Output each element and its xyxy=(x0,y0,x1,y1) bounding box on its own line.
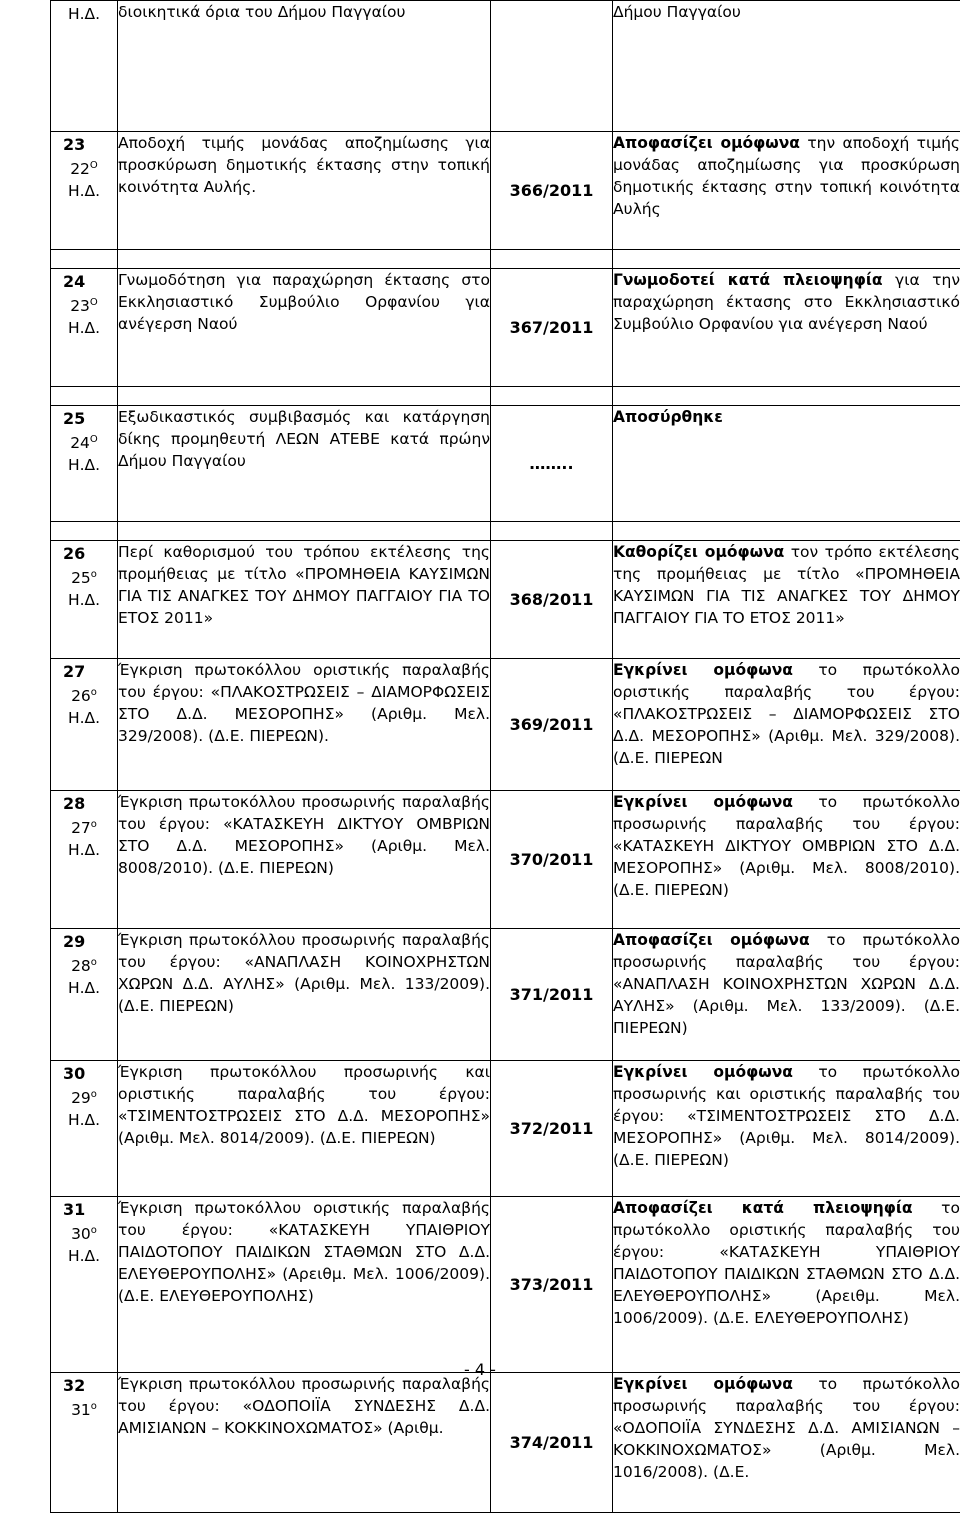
session-ordinal: 22 xyxy=(70,160,90,178)
decision-text-cell xyxy=(613,1197,960,1373)
decision-body: τον τρόπο εκτέλεσης της προμήθειας με τίτλο «ΠΡΟΜΗΘΕΙΑ ΚΑΥΣΙΜΩΝ ΓΙΑ ΤΙΣ ΑΝΑΓΚΕΣ ΤΟΥ ΔΗΜΟΥ ΠΑΓΓΑΙΟΥ ΓΙΑ ΤΟ ΕΤΟΣ 2011» xyxy=(613,543,960,627)
session-label: Η.Δ. xyxy=(51,1109,117,1131)
separator-cell xyxy=(51,522,118,541)
item-number-cell xyxy=(51,929,118,1061)
session-ordinal: 26 xyxy=(71,687,91,705)
separator-cell xyxy=(613,522,960,541)
decision-text-cell xyxy=(613,132,960,250)
session-number xyxy=(51,955,117,977)
item-number: 31 xyxy=(51,1197,117,1223)
session-ordinal: 31 xyxy=(71,1401,91,1419)
session-ordinal-suffix: Ο xyxy=(90,297,98,308)
separator-cell xyxy=(613,250,960,269)
decision-verdict: Εγκρίνει ομόφωνα xyxy=(613,1375,793,1393)
item-description: διοικητικά όρια του Δήμου Παγγαίου xyxy=(118,1,491,132)
agenda-row xyxy=(51,132,960,250)
session-ordinal: 25 xyxy=(71,569,91,587)
separator-cell xyxy=(51,387,118,406)
decision-body: για την παραχώρηση έκτασης στο Εκκλησιαστικό Συμβούλιο Ορφανίου για ανέγερση Ναού xyxy=(613,271,960,333)
row-separator xyxy=(51,522,960,541)
item-description: Έγκριση πρωτοκόλλου προσωρινής παραλαβής του έργου: «ΟΔΟΠΟΙΪΑ ΣΥΝΔΕΣΗΣ Δ.Δ. ΑΜΙΣΙΑΝΩΝ – ΚΟΚΚΙΝΟΧΩΜΑΤΟΣ» (Αριθμ. xyxy=(118,1373,491,1513)
decision-number: 370/2011 xyxy=(491,791,613,929)
session-ordinal: 30 xyxy=(71,1225,91,1243)
decision-text-cell xyxy=(613,541,960,659)
session-number xyxy=(51,295,117,317)
decision-number: 369/2011 xyxy=(491,659,613,791)
agenda-row xyxy=(51,791,960,929)
item-number-cell xyxy=(51,269,118,387)
session-number xyxy=(51,1223,117,1245)
decision-verdict: Αποφασίζει κατά πλειοψηφία xyxy=(613,1199,913,1217)
decision-body: το πρωτόκολλο προσωρινής παραλαβής του έργου: «ΑΝΑΠΛΑΣΗ ΚΟΙΝΟΧΡΗΣΤΩΝ ΧΩΡΩΝ Δ.Δ. ΑΥΛΗΣ» (Αριθμ. Μελ. 133/2009). (Δ.Ε. ΠΙΕΡΕΩΝ) xyxy=(613,931,960,1037)
item-number-cell xyxy=(51,1061,118,1197)
decision-number: 368/2011 xyxy=(491,541,613,659)
session-number xyxy=(51,567,117,589)
session-ordinal-suffix: ο xyxy=(91,569,97,580)
session-ordinal-suffix: ο xyxy=(91,957,97,968)
decision-body: το πρωτόκολλο προσωρινής παραλαβής του έργου: «ΟΔΟΠΟΙΪΑ ΣΥΝΔΕΣΗΣ Δ.Δ. ΑΜΙΣΙΑΝΩΝ – ΚΟΚΚΙΝΟΧΩΜΑΤΟΣ» (Αριθμ. Μελ. 1016/2008). (Δ.Ε. xyxy=(613,1375,960,1481)
item-number: 26 xyxy=(51,541,117,567)
decision-text-cell xyxy=(613,1,960,132)
separator-cell xyxy=(491,387,613,406)
decision-body: την αποδοχή τιμής μονάδας αποζημίωσης για προσκύρωση δημοτικής έκτασης στην τοπική κοινότητα Αυλής xyxy=(613,134,960,218)
item-number-cell xyxy=(51,406,118,522)
separator-cell xyxy=(491,250,613,269)
session-label: Η.Δ. xyxy=(51,977,117,999)
decision-body: το πρωτόκολλο προσωρινής παραλαβής του έργου: «ΚΑΤΑΣΚΕΥΗ ΔΙΚΤΥΟΥ ΟΜΒΡΙΩΝ ΣΤΟ Δ.Δ. ΜΕΣΟΡΟΠΗΣ» (Αριθμ. Μελ. 8008/2010). (Δ.Ε. ΠΙΕΡΕΩΝ) xyxy=(613,793,960,899)
item-number-cell xyxy=(51,541,118,659)
item-description: Έγκριση πρωτοκόλλου οριστικής παραλαβής του έργου: «ΚΑΤΑΣΚΕΥΗ ΥΠΑΙΘΡΙΟΥ ΠΑΙΔΟΤΟΠΟΥ ΠΑΙΔΙΚΩΝ ΣΤΑΘΜΩΝ ΣΤΟ Δ.Δ. ΕΛΕΥΘΕΡΟΥΠΟΛΗΣ» (Αρειθμ. Μελ. 1006/2009). (Δ.Ε. ΕΛΕΥΘΕΡΟΥΠΟΛΗΣ) xyxy=(118,1197,491,1373)
row-separator xyxy=(51,387,960,406)
decision-text-cell xyxy=(613,1373,960,1513)
session-label: Η.Δ. xyxy=(51,839,117,861)
decision-verdict: Αποφασίζει ομόφωνα xyxy=(613,931,810,949)
session-ordinal-suffix: ο xyxy=(91,1225,97,1236)
item-number: 30 xyxy=(51,1061,117,1087)
agenda-row xyxy=(51,1197,960,1373)
item-number: 27 xyxy=(51,659,117,685)
session-number xyxy=(51,685,117,707)
item-number-cell xyxy=(51,1373,118,1513)
decision-body: Δήμου Παγγαίου xyxy=(613,3,741,21)
decision-verdict: Εγκρίνει ομόφωνα xyxy=(613,793,793,811)
item-number: 28 xyxy=(51,791,117,817)
decision-verdict: Εγκρίνει ομόφωνα xyxy=(613,661,793,679)
separator-cell xyxy=(118,522,491,541)
item-number: 24 xyxy=(51,269,117,295)
agenda-row xyxy=(51,659,960,791)
decision-verdict: Γνωμοδοτεί κατά πλειοψηφία xyxy=(613,271,883,289)
decision-verdict: Καθορίζει ομόφωνα xyxy=(613,543,784,561)
item-description: Έγκριση πρωτοκόλλου προσωρινής παραλαβής του έργου: «ΚΑΤΑΣΚΕΥΗ ΔΙΚΤΥΟΥ ΟΜΒΡΙΩΝ ΣΤΟ Δ.Δ. ΜΕΣΟΡΟΠΗΣ» (Αριθμ. Μελ. 8008/2010). (Δ.Ε. ΠΙΕΡΕΩΝ) xyxy=(118,791,491,929)
session-number xyxy=(51,1087,117,1109)
session-ordinal-suffix: ο xyxy=(91,1401,97,1412)
separator-cell xyxy=(613,387,960,406)
item-description: Περί καθορισμού του τρόπου εκτέλεσης της προμήθειας με τίτλο «ΠΡΟΜΗΘΕΙΑ ΚΑΥΣΙΜΩΝ ΓΙΑ ΤΙΣ ΑΝΑΓΚΕΣ ΤΟΥ ΔΗΜΟΥ ΠΑΓΓΑΙΟΥ ΓΙΑ ΤΟ ΕΤΟΣ 2011» xyxy=(118,541,491,659)
session-ordinal-suffix: ο xyxy=(91,1089,97,1100)
minutes-table xyxy=(50,0,960,1513)
session-label: Η.Δ. xyxy=(51,1,117,25)
session-ordinal-suffix: Ο xyxy=(90,160,98,171)
agenda-row xyxy=(51,541,960,659)
decision-number: …….. xyxy=(491,406,613,522)
session-ordinal: 29 xyxy=(71,1089,91,1107)
row-separator xyxy=(51,250,960,269)
page-number: - 4 - xyxy=(0,1359,960,1381)
decision-text-cell xyxy=(613,659,960,791)
decision-body: το πρωτόκολλο οριστικής παραλαβής του έργου: «ΚΑΤΑΣΚΕΥΗ ΥΠΑΙΘΡΙΟΥ ΠΑΙΔΟΤΟΠΟΥ ΠΑΙΔΙΚΩΝ ΣΤΑΘΜΩΝ ΣΤΟ Δ.Δ. ΕΛΕΥΘΕΡΟΥΠΟΛΗΣ» (Αρειθμ. Μελ. 1006/2009). (Δ.Ε. ΕΛΕΥΘΕΡΟΥΠΟΛΗΣ) xyxy=(613,1199,960,1327)
decision-number: 366/2011 xyxy=(491,132,613,250)
decision-number xyxy=(491,1,613,132)
item-number-cell xyxy=(51,659,118,791)
item-number-cell xyxy=(51,1197,118,1373)
session-label: Η.Δ. xyxy=(51,1245,117,1267)
decision-body: το πρωτόκολλο προσωρινής και οριστικής παραλαβής του έργου: «ΤΣΙΜΕΝΤΟΣΤΡΩΣΕΙΣ ΣΤΟ Δ.Δ. ΜΕΣΟΡΟΠΗΣ» (Αριθμ. Μελ. 8014/2009). (Δ.Ε. ΠΙΕΡΕΩΝ) xyxy=(613,1063,960,1169)
decision-text-cell xyxy=(613,791,960,929)
agenda-row xyxy=(51,1,960,132)
session-ordinal: 27 xyxy=(71,819,91,837)
separator-cell xyxy=(118,387,491,406)
minutes-table-body xyxy=(51,1,960,1513)
decision-text-cell xyxy=(613,269,960,387)
decision-number: 371/2011 xyxy=(491,929,613,1061)
decision-number: 374/2011 xyxy=(491,1373,613,1513)
item-description: Έγκριση πρωτοκόλλου οριστικής παραλαβής του έργου: «ΠΛΑΚΟΣΤΡΩΣΕΙΣ – ΔΙΑΜΟΡΦΩΣΕΙΣ ΣΤΟ Δ.Δ. ΜΕΣΟΡΟΠΗΣ» (Αριθμ. Μελ. 329/2008). (Δ.Ε. ΠΙΕΡΕΩΝ). xyxy=(118,659,491,791)
decision-number: 372/2011 xyxy=(491,1061,613,1197)
item-number: 32 xyxy=(51,1373,117,1399)
item-description: Έγκριση πρωτοκόλλου προσωρινής και οριστικής παραλαβής του έργου: «ΤΣΙΜΕΝΤΟΣΤΡΩΣΕΙΣ ΣΤΟ Δ.Δ. ΜΕΣΟΡΟΠΗΣ» (Αριθμ. Μελ. 8014/2009). (Δ.Ε. ΠΙΕΡΕΩΝ) xyxy=(118,1061,491,1197)
item-number-cell xyxy=(51,791,118,929)
session-label: Η.Δ. xyxy=(51,589,117,611)
session-label: Η.Δ. xyxy=(51,180,117,202)
item-description: Εξωδικαστικός συμβιβασμός και κατάργηση δίκης προμηθευτή ΛΕΩΝ ΑΤΕΒΕ κατά πρώην Δήμου Παγγαίου xyxy=(118,406,491,522)
agenda-row xyxy=(51,269,960,387)
decision-number: 367/2011 xyxy=(491,269,613,387)
separator-cell xyxy=(118,250,491,269)
separator-cell xyxy=(491,522,613,541)
item-description: Αποδοχή τιμής μονάδας αποζημίωσης για προσκύρωση δημοτικής έκτασης στην τοπική κοινότητα Αυλής. xyxy=(118,132,491,250)
decision-text-cell xyxy=(613,1061,960,1197)
session-label: Η.Δ. xyxy=(51,707,117,729)
item-description: Έγκριση πρωτοκόλλου προσωρινής παραλαβής του έργου: «ΑΝΑΠΛΑΣΗ ΚΟΙΝΟΧΡΗΣΤΩΝ ΧΩΡΩΝ Δ.Δ. ΑΥΛΗΣ» (Αριθμ. Μελ. 133/2009). (Δ.Ε. ΠΙΕΡΕΩΝ) xyxy=(118,929,491,1061)
session-ordinal: 24 xyxy=(70,434,90,452)
session-number xyxy=(51,1399,117,1421)
decision-verdict: Αποσύρθηκε xyxy=(613,408,723,426)
agenda-row xyxy=(51,406,960,522)
decision-number: 373/2011 xyxy=(491,1197,613,1373)
decision-text-cell xyxy=(613,929,960,1061)
session-ordinal: 28 xyxy=(71,957,91,975)
item-number-cell xyxy=(51,1,118,132)
session-ordinal-suffix: ο xyxy=(91,687,97,698)
item-number-cell xyxy=(51,132,118,250)
session-ordinal: 23 xyxy=(70,297,90,315)
agenda-row xyxy=(51,1373,960,1513)
item-number: 25 xyxy=(51,406,117,432)
decision-verdict: Εγκρίνει ομόφωνα xyxy=(613,1063,793,1081)
session-ordinal-suffix: Ο xyxy=(90,434,98,445)
item-number: 29 xyxy=(51,929,117,955)
separator-cell xyxy=(51,250,118,269)
agenda-row xyxy=(51,1061,960,1197)
session-label: Η.Δ. xyxy=(51,317,117,339)
decision-verdict: Αποφασίζει ομόφωνα xyxy=(613,134,800,152)
decision-body: το πρωτόκολλο οριστικής παραλαβής του έργου: «ΠΛΑΚΟΣΤΡΩΣΕΙΣ – ΔΙΑΜΟΡΦΩΣΕΙΣ ΣΤΟ Δ.Δ. ΜΕΣΟΡΟΠΗΣ» (Αριθμ. Μελ. 329/2008). (Δ.Ε. ΠΙΕΡΕΩΝ xyxy=(613,661,960,767)
session-number xyxy=(51,158,117,180)
session-number xyxy=(51,817,117,839)
session-ordinal-suffix: ο xyxy=(91,819,97,830)
item-number: 23 xyxy=(51,132,117,158)
session-label: Η.Δ. xyxy=(51,454,117,476)
decision-text-cell xyxy=(613,406,960,522)
session-number xyxy=(51,432,117,454)
agenda-row xyxy=(51,929,960,1061)
item-description: Γνωμοδότηση για παραχώρηση έκτασης στο Εκκλησιαστικό Συμβούλιο Ορφανίου για ανέγερση Ναού xyxy=(118,269,491,387)
